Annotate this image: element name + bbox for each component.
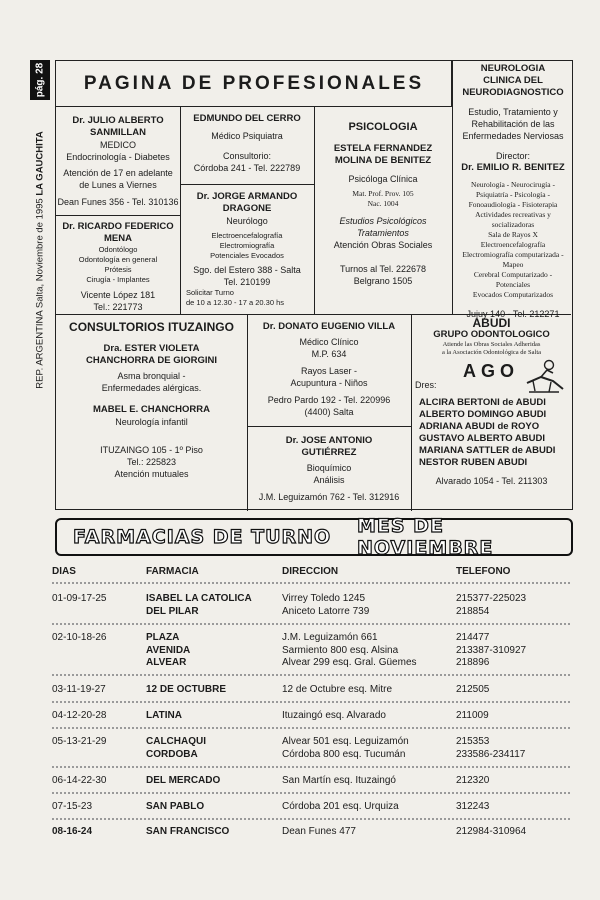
ad-address: Belgrano 1505: [353, 276, 413, 286]
ad-address: Dean Funes 356 - Tel. 310136: [57, 197, 179, 207]
doctor-name: MOLINA DE BENITEZ: [334, 155, 432, 166]
row-separator: [52, 818, 570, 820]
row-separator: [52, 623, 570, 625]
pharmacy-address: Alvear 299 esq. Gral. Güemes: [282, 657, 417, 668]
row-separator: [52, 727, 570, 729]
ad-line: Neurólogo: [226, 216, 268, 226]
ad-line: Electromiografía: [219, 241, 275, 250]
pharmacy-address: 12 de Octubre esq. Mitre: [282, 684, 393, 695]
banner-month: MES DE NOVIEMBRE: [357, 515, 494, 559]
service-line: Electroencefalografía: [480, 240, 546, 249]
ad-line: Atención de 17 en adelante: [63, 168, 173, 178]
ad-line: Turnos al Tel. 222678: [339, 264, 427, 274]
ad-line: Asma bronquial -: [117, 371, 186, 381]
clinic-title-line: NEURODIAGNOSTICO: [462, 87, 564, 98]
service-line: Mapeo: [502, 260, 524, 269]
ad-line: Potenciales Evocados: [210, 251, 284, 260]
ad-address: Sgo. del Estero 388 - Salta: [193, 265, 301, 275]
pharmacy-name: DEL MERCADO: [146, 775, 221, 786]
clinic-title: [454, 63, 572, 99]
gutierrez-ad: [247, 435, 411, 509]
row-days: 05-13-21-29: [52, 736, 107, 747]
ad-subtitle: GRUPO ODONTOLOGICO: [433, 329, 550, 340]
ituzaingo-ad: [56, 321, 247, 511]
row-separator: [52, 766, 570, 768]
ad-address: Pedro Pardo 192 - Tel. 220996: [267, 395, 391, 405]
ad-line: Tratamientos: [357, 228, 409, 238]
doctor-name: Dr. JORGE ARMANDO: [196, 191, 298, 202]
doctor-name: Dr. JULIO ALBERTO: [72, 115, 164, 126]
ad-phone: Tel.: 225823: [126, 457, 177, 467]
row-days: 01-09-17-25: [52, 593, 107, 604]
pharmacy-name: AVENIDA: [146, 644, 191, 656]
service-line: Potenciales: [495, 280, 531, 289]
pharmacy-phone: 218854: [456, 605, 490, 617]
ad-line: Análisis: [313, 475, 345, 485]
row-separator: [52, 792, 570, 794]
dres-label: Dres:: [415, 380, 437, 390]
row-days: 06-14-22-30: [52, 775, 107, 786]
row-days: 08-16-24: [52, 826, 93, 837]
abudi-logo-row: [411, 357, 572, 397]
villa-ad: [247, 321, 411, 425]
column-header-address: DIRECCION: [282, 566, 339, 577]
pharmacy-phone: 215377-225023: [456, 593, 527, 604]
doctor-name: GUSTAVO ALBERTO ABUDI: [419, 433, 545, 444]
pharmacy-phone: 212320: [456, 775, 490, 786]
divider: [452, 61, 453, 314]
ad-line: Cirugía - Implantes: [86, 275, 150, 284]
doctor-name: SANMILLAN: [90, 127, 146, 138]
side-strip: [30, 60, 50, 389]
ago-logo: AGO: [463, 361, 520, 381]
pharmacy-phone: 214477: [456, 632, 490, 643]
ad-line: Endocrinología - Diabetes: [66, 152, 170, 162]
ad-address: ITUZAINGO 105 - 1º Piso: [100, 445, 203, 455]
ad-line: Rayos Laser -: [300, 366, 358, 376]
pharmacy-address: Aniceto Latorre 739: [282, 605, 370, 617]
row-days: 04-12-20-28: [52, 710, 107, 721]
ad-line: Nac. 1004: [367, 199, 399, 208]
pharmacy-name: 12 DE OCTUBRE: [146, 684, 227, 695]
ad-title: PSICOLOGIA: [348, 121, 418, 133]
pharmacy-address: Ituzaingó esq. Alvarado: [282, 710, 386, 721]
row-separator: [52, 582, 570, 584]
ad-title: ABUDI: [472, 316, 511, 330]
ad-line: a la Asociación Odontológica de Salta: [441, 349, 542, 356]
pharmacy-banner: [55, 515, 573, 559]
page-number-tab: [30, 60, 50, 100]
doctor-name: CHANCHORRA DE GIORGINI: [85, 355, 218, 366]
pharmacy-name: SAN FRANCISCO: [146, 826, 230, 837]
doctor-name: ALCIRA BERTONI de ABUDI: [419, 397, 546, 408]
row-days: 02-10-18-26: [52, 632, 107, 643]
pharmacy-name: ISABEL LA CATOLICA: [146, 593, 252, 604]
doctor-name: Dr. JOSE ANTONIO: [285, 435, 373, 446]
pharmacy-address: Alvear 501 esq. Leguizamón: [282, 736, 409, 747]
service-line: Neurología - Neurocirugía -: [471, 180, 555, 189]
doctor-name: MABEL E. CHANCHORRA: [93, 404, 210, 415]
ad-line: Acupuntura - Niños: [290, 378, 368, 388]
divider: [247, 426, 411, 427]
pharmacy-phone: 215353: [456, 736, 490, 747]
ad-address: J.M. Leguizamón 762 - Tel. 312916: [258, 492, 400, 502]
pharmacy-name: DEL PILAR: [146, 605, 199, 617]
service-line: Actividades recreativas y: [475, 210, 551, 219]
clinic-services: [454, 180, 572, 300]
clinic-subtitle-line: Estudio, Tratamiento y: [468, 107, 558, 117]
doctor-name: ESTELA FERNANDEZ: [333, 143, 433, 154]
abudi-ad: [411, 317, 572, 509]
doctor-name: ALBERTO DOMINGO ABUDI: [419, 409, 547, 420]
ad-phone: Tel.: 221773: [93, 302, 143, 312]
ad-line: Solicitar Turno: [186, 288, 234, 297]
row-days: 03-11-19-27: [52, 684, 106, 695]
doctor-name: DRAGONE: [222, 203, 272, 214]
column-header-phone: TELEFONO: [456, 566, 511, 577]
pharmacy-address: Dean Funes 477: [282, 826, 356, 837]
pharmacy-name: PLAZA: [146, 632, 180, 643]
ad-line: Atiende las Obras Sociales Adheridas: [442, 341, 541, 348]
ad-line: Médico Clínico: [299, 337, 359, 347]
ad-line: Estudios Psicológicos: [339, 216, 427, 226]
service-line: Sala de Rayos X: [488, 230, 538, 239]
ad-line: Atención Obras Sociales: [333, 240, 433, 250]
doctor-name: Dr. DONATO EUGENIO VILLA: [262, 321, 396, 332]
doctor-name: MARIANA SATTLER de ABUDI: [419, 445, 556, 456]
ad-line: de 10 a 12.30 - 17 a 20.30 hs: [186, 298, 284, 307]
clinic-title-line: CLINICA DEL: [483, 75, 543, 86]
pharmacy-address: Córdoba 201 esq. Urquiza: [282, 801, 399, 812]
pharmacy-address: San Martín esq. Ituzaingó: [282, 775, 396, 786]
delcerro-ad: [180, 113, 314, 183]
pharmacy-name: LATINA: [146, 710, 182, 721]
pharmacy-name: SAN PABLO: [146, 801, 205, 812]
pharmacy-phone: 212984-310964: [456, 826, 527, 837]
tooth-chair-icon: [523, 359, 565, 395]
pharmacy-address: Sarmiento 800 esq. Alsina: [282, 644, 399, 656]
row-days: 07-15-23: [52, 801, 93, 812]
ad-address: Córdoba 241 - Tel. 222789: [193, 163, 301, 173]
row-separator: [52, 674, 570, 676]
clinic-address: Jujuy 140 - Tel. 212271: [466, 309, 560, 319]
ad-line: Psicóloga Clínica: [348, 174, 418, 184]
doctor-name: Dra. ESTER VIOLETA: [103, 343, 200, 354]
pharmacy-address: Virrey Toledo 1245: [282, 593, 366, 604]
ad-line: Bioquímico: [306, 463, 352, 473]
ad-line: de Lunes a Viernes: [79, 180, 157, 190]
service-line: Psiquiatría - Psicología -: [476, 190, 550, 199]
neurology-clinic-ad: [454, 61, 572, 319]
ad-line: Consultorio:: [222, 151, 272, 161]
pharmacy-name: CORDOBA: [146, 748, 198, 760]
director-name: Dr. EMILIO R. BENITEZ: [461, 162, 565, 173]
ad-line: (4400) Salta: [304, 407, 354, 417]
ad-line: Atención mutuales: [114, 469, 189, 479]
doctor-name: ADRIANA ABUDI de ROYO: [419, 421, 540, 432]
banner-title: FARMACIAS DE TURNO: [73, 526, 332, 548]
doctor-name: MENA: [104, 233, 132, 244]
service-line: Electromiografía computarizada -: [462, 250, 564, 259]
publication-name: LA GAUCHITA: [34, 131, 46, 196]
service-line: Cerebral Computarizado -: [473, 270, 553, 279]
dragone-ad: [180, 191, 314, 313]
doctor-name: NESTOR RUBEN ABUDI: [419, 457, 528, 468]
pharmacy-phone: 218896: [456, 657, 490, 668]
pharmacy-name: CALCHAQUI: [146, 736, 206, 747]
ad-line: Electroencefalografía: [211, 231, 283, 240]
ad-line: Médico Psiquiatra: [211, 131, 283, 141]
clinic-title-line: NEUROLOGIA: [480, 63, 546, 74]
ad-line: MEDICO: [100, 140, 136, 150]
service-line: Fonoaudiología - Fisioterapia: [468, 200, 558, 209]
sanmillan-ad: [56, 115, 180, 215]
clinic-subtitle: [454, 106, 572, 142]
ad-line: Neurología infantil: [115, 417, 188, 427]
ad-line: Enfermedades alérgicas.: [101, 383, 202, 393]
ad-title: CONSULTORIOS ITUZAINGO: [69, 320, 234, 334]
abudi-doctors: [411, 397, 572, 469]
service-line: Evocados Computarizados: [472, 290, 554, 299]
row-separator: [52, 701, 570, 703]
psychology-ad: [314, 121, 452, 311]
ad-line: Mat. Prof. Prov. 105: [352, 189, 414, 198]
pharmacy-phone: 233586-234117: [456, 748, 526, 760]
ad-address: Vicente López 181: [80, 290, 156, 300]
page-title: PAGINA DE PROFESIONALES: [83, 73, 425, 94]
service-line: socializadoras: [491, 220, 535, 229]
doctor-name: Dr. RICARDO FEDERICO: [62, 221, 174, 232]
ad-address: Alvarado 1054 - Tel. 211303: [435, 476, 548, 486]
running-head: [35, 131, 46, 388]
divider: [56, 215, 180, 216]
pharmacy-address: J.M. Leguizamón 661: [282, 632, 378, 643]
divider: [180, 184, 314, 185]
pharmacy-phone: 212505: [456, 684, 490, 695]
ad-line: M.P. 634: [311, 349, 347, 359]
pharmacy-phone: 213387-310927: [456, 644, 527, 656]
column-header-days: DIAS: [52, 566, 76, 577]
ad-line: Prótesis: [104, 265, 132, 274]
clinic-subtitle-line: Enfermedades Nerviosas: [462, 131, 564, 141]
pharmacy-address: Córdoba 800 esq. Tucumán: [282, 748, 406, 760]
doctor-name: EDMUNDO DEL CERRO: [193, 113, 301, 124]
ad-line: Odontología en general: [78, 255, 158, 264]
running-head-text: REP. ARGENTINA Salta, Noviembre de 1995: [34, 195, 46, 389]
ad-line: Odontólogo: [98, 245, 138, 254]
pharmacy-phone: 211009: [456, 710, 489, 721]
clinic-subtitle-line: Rehabilitación de las: [471, 119, 555, 129]
doctor-name: GUTIÉRREZ: [301, 447, 357, 458]
pharmacy-name: ALVEAR: [146, 657, 187, 668]
professionals-grid: [55, 60, 573, 510]
mena-ad: [56, 221, 180, 313]
director-label: Director:: [495, 151, 530, 161]
page-number: pág. 28: [34, 62, 46, 98]
ad-phone: Tel. 210199: [223, 277, 271, 287]
column-header-pharmacy: FARMACIA: [146, 566, 199, 577]
pharmacy-phone: 312243: [456, 801, 490, 812]
